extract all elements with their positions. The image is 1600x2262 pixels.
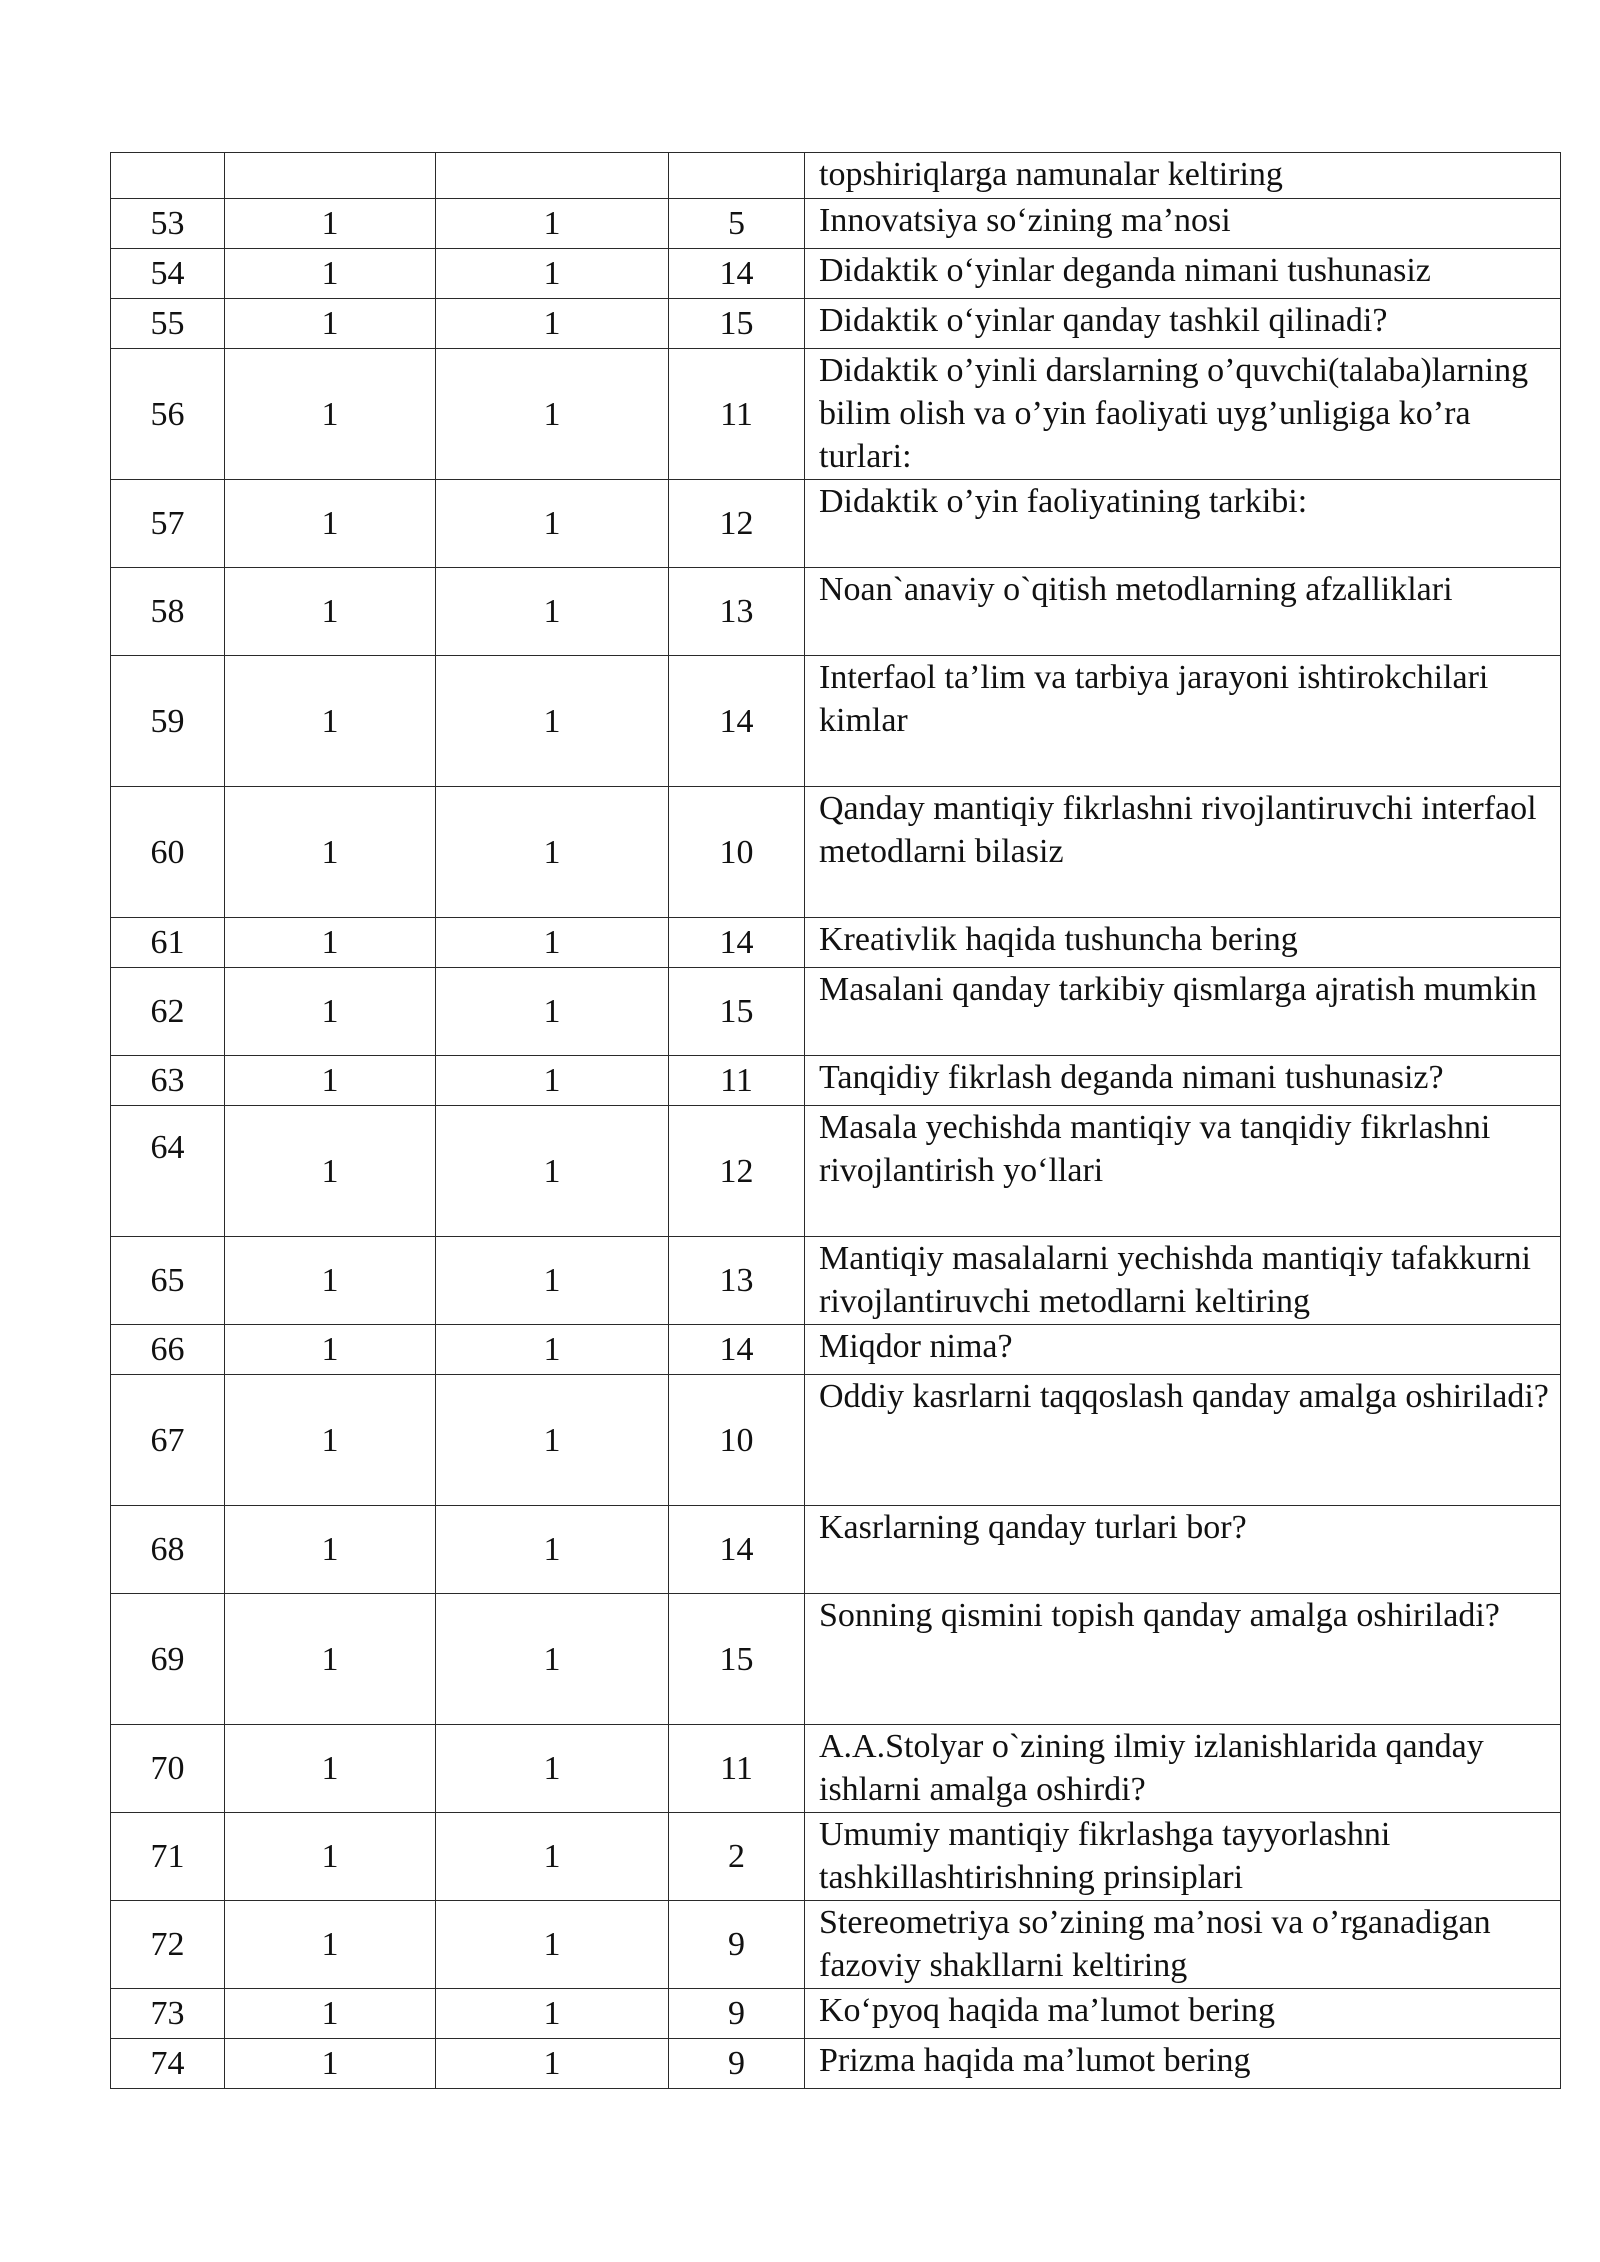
question-text-cell: Didaktik o‘yinlar qanday tashkil qilinadi? (805, 299, 1561, 349)
row-number-cell: 53 (111, 199, 225, 249)
row-number-cell: 57 (111, 480, 225, 568)
column-3-cell: 9 (669, 2039, 805, 2089)
row-number-cell: 63 (111, 1056, 225, 1106)
table-row (111, 918, 1561, 968)
column-1-cell: 1 (225, 480, 436, 568)
column-2-cell: 1 (436, 1901, 669, 1989)
row-number-cell: 54 (111, 249, 225, 299)
column-1-cell (225, 153, 436, 199)
row-number-cell: 59 (111, 656, 225, 787)
table-row (111, 2039, 1561, 2089)
column-1-cell: 1 (225, 656, 436, 787)
table-row (111, 568, 1561, 656)
row-number-cell: 64 (111, 1106, 225, 1237)
column-3-cell: 15 (669, 1594, 805, 1725)
row-number-cell (111, 153, 225, 199)
question-text-cell: A.A.Stolyar o`zining ilmiy izlanishlarida qanday ishlarni amalga oshirdi? (805, 1725, 1561, 1813)
questions-table-body (111, 153, 1561, 2089)
row-number-cell: 60 (111, 787, 225, 918)
row-number-cell: 73 (111, 1989, 225, 2039)
column-2-cell: 1 (436, 1106, 669, 1237)
column-2-cell (436, 153, 669, 199)
question-text-cell: Innovatsiya so‘zining ma’nosi (805, 199, 1561, 249)
table-row (111, 349, 1561, 480)
column-1-cell: 1 (225, 1594, 436, 1725)
row-number-cell: 55 (111, 299, 225, 349)
column-2-cell: 1 (436, 199, 669, 249)
column-3-cell: 14 (669, 1325, 805, 1375)
column-1-cell: 1 (225, 1506, 436, 1594)
column-3-cell: 2 (669, 1813, 805, 1901)
column-1-cell: 1 (225, 249, 436, 299)
column-2-cell: 1 (436, 1989, 669, 2039)
table-row (111, 1237, 1561, 1325)
table-row (111, 299, 1561, 349)
column-3-cell: 15 (669, 299, 805, 349)
question-text-cell: Interfaol ta’lim va tarbiya jarayoni ishtirokchilari kimlar (805, 656, 1561, 787)
column-3-cell: 14 (669, 656, 805, 787)
column-2-cell: 1 (436, 1237, 669, 1325)
column-2-cell: 1 (436, 1594, 669, 1725)
table-row (111, 1901, 1561, 1989)
column-2-cell: 1 (436, 968, 669, 1056)
column-3-cell: 11 (669, 349, 805, 480)
table-row (111, 787, 1561, 918)
column-2-cell: 1 (436, 1056, 669, 1106)
column-1-cell: 1 (225, 918, 436, 968)
column-2-cell: 1 (436, 568, 669, 656)
column-3-cell: 9 (669, 1901, 805, 1989)
column-3-cell: 15 (669, 968, 805, 1056)
question-text-cell: Umumiy mantiqiy fikrlashga tayyorlashni tashkillashtirishning prinsiplari (805, 1813, 1561, 1901)
column-1-cell: 1 (225, 349, 436, 480)
column-1-cell: 1 (225, 1237, 436, 1325)
table-row (111, 1813, 1561, 1901)
table-row (111, 1106, 1561, 1237)
column-1-cell: 1 (225, 968, 436, 1056)
row-number-cell: 70 (111, 1725, 225, 1813)
column-3-cell: 11 (669, 1056, 805, 1106)
column-3-cell: 9 (669, 1989, 805, 2039)
table-row (111, 1989, 1561, 2039)
row-number-cell: 62 (111, 968, 225, 1056)
row-number-cell: 56 (111, 349, 225, 480)
column-3-cell: 11 (669, 1725, 805, 1813)
question-text-cell: Qanday mantiqiy fikrlashni rivojlantiruvchi interfaol metodlarni bilasiz (805, 787, 1561, 918)
question-text-cell: Kasrlarning qanday turlari bor? (805, 1506, 1561, 1594)
column-2-cell: 1 (436, 1813, 669, 1901)
table-row (111, 480, 1561, 568)
question-text-cell: Tanqidiy fikrlash deganda nimani tushunasiz? (805, 1056, 1561, 1106)
column-1-cell: 1 (225, 2039, 436, 2089)
question-text-cell: Sonning qismini topish qanday amalga oshiriladi? (805, 1594, 1561, 1725)
column-3-cell: 14 (669, 249, 805, 299)
question-text-cell: Stereometriya so’zining ma’nosi va o’rganadigan fazoviy shakllarni keltiring (805, 1901, 1561, 1989)
column-1-cell: 1 (225, 1813, 436, 1901)
column-1-cell: 1 (225, 568, 436, 656)
question-text-cell: Masala yechishda mantiqiy va tanqidiy fikrlashni rivojlantirish yo‘llari (805, 1106, 1561, 1237)
column-3-cell: 14 (669, 1506, 805, 1594)
question-text-cell: Noan`anaviy o`qitish metodlarning afzalliklari (805, 568, 1561, 656)
column-3-cell: 13 (669, 568, 805, 656)
row-number-cell: 71 (111, 1813, 225, 1901)
table-row (111, 968, 1561, 1056)
table-row (111, 1725, 1561, 1813)
question-text-cell: Oddiy kasrlarni taqqoslash qanday amalga oshiriladi? (805, 1375, 1561, 1506)
row-number-cell: 66 (111, 1325, 225, 1375)
question-text-cell: Miqdor nima? (805, 1325, 1561, 1375)
table-row (111, 199, 1561, 249)
table-row (111, 1594, 1561, 1725)
row-number-cell: 58 (111, 568, 225, 656)
column-2-cell: 1 (436, 1325, 669, 1375)
column-2-cell: 1 (436, 656, 669, 787)
question-text-cell: Mantiqiy masalalarni yechishda mantiqiy tafakkurni rivojlantiruvchi metodlarni keltiring (805, 1237, 1561, 1325)
table-row (111, 656, 1561, 787)
question-text-cell: Masalani qanday tarkibiy qismlarga ajratish mumkin (805, 968, 1561, 1056)
column-2-cell: 1 (436, 299, 669, 349)
row-number-cell: 72 (111, 1901, 225, 1989)
question-text-cell: Didaktik o’yin faoliyatining tarkibi: (805, 480, 1561, 568)
table-row (111, 1375, 1561, 1506)
question-text-cell: Ko‘pyoq haqida ma’lumot bering (805, 1989, 1561, 2039)
table-row (111, 1056, 1561, 1106)
row-number-cell: 74 (111, 2039, 225, 2089)
column-3-cell: 10 (669, 787, 805, 918)
column-3-cell: 12 (669, 1106, 805, 1237)
column-3-cell: 10 (669, 1375, 805, 1506)
column-1-cell: 1 (225, 1106, 436, 1237)
row-number-cell: 67 (111, 1375, 225, 1506)
column-1-cell: 1 (225, 299, 436, 349)
table-row (111, 249, 1561, 299)
table-row (111, 1325, 1561, 1375)
column-3-cell (669, 153, 805, 199)
column-2-cell: 1 (436, 918, 669, 968)
question-text-cell: topshiriqlarga namunalar keltiring (805, 153, 1561, 199)
column-1-cell: 1 (225, 787, 436, 918)
column-2-cell: 1 (436, 1506, 669, 1594)
table-row (111, 153, 1561, 199)
column-1-cell: 1 (225, 1901, 436, 1989)
row-number-cell: 69 (111, 1594, 225, 1725)
column-2-cell: 1 (436, 1375, 669, 1506)
column-1-cell: 1 (225, 199, 436, 249)
question-text-cell: Didaktik o’yinli darslarning o’quvchi(talaba)larning bilim olish va o’yin faoliyati uyg’unligiga ko’ra turlari: (805, 349, 1561, 480)
column-1-cell: 1 (225, 1989, 436, 2039)
column-2-cell: 1 (436, 249, 669, 299)
row-number-cell: 68 (111, 1506, 225, 1594)
table-row (111, 1506, 1561, 1594)
column-1-cell: 1 (225, 1725, 436, 1813)
column-3-cell: 13 (669, 1237, 805, 1325)
questions-table (110, 152, 1561, 2089)
column-2-cell: 1 (436, 1725, 669, 1813)
column-3-cell: 14 (669, 918, 805, 968)
question-text-cell: Prizma haqida ma’lumot bering (805, 2039, 1561, 2089)
question-text-cell: Didaktik o‘yinlar deganda nimani tushunasiz (805, 249, 1561, 299)
column-2-cell: 1 (436, 349, 669, 480)
column-1-cell: 1 (225, 1325, 436, 1375)
row-number-cell: 61 (111, 918, 225, 968)
column-1-cell: 1 (225, 1056, 436, 1106)
column-1-cell: 1 (225, 1375, 436, 1506)
row-number-cell: 65 (111, 1237, 225, 1325)
column-3-cell: 5 (669, 199, 805, 249)
question-text-cell: Kreativlik haqida tushuncha bering (805, 918, 1561, 968)
column-2-cell: 1 (436, 480, 669, 568)
column-3-cell: 12 (669, 480, 805, 568)
column-2-cell: 1 (436, 787, 669, 918)
column-2-cell: 1 (436, 2039, 669, 2089)
